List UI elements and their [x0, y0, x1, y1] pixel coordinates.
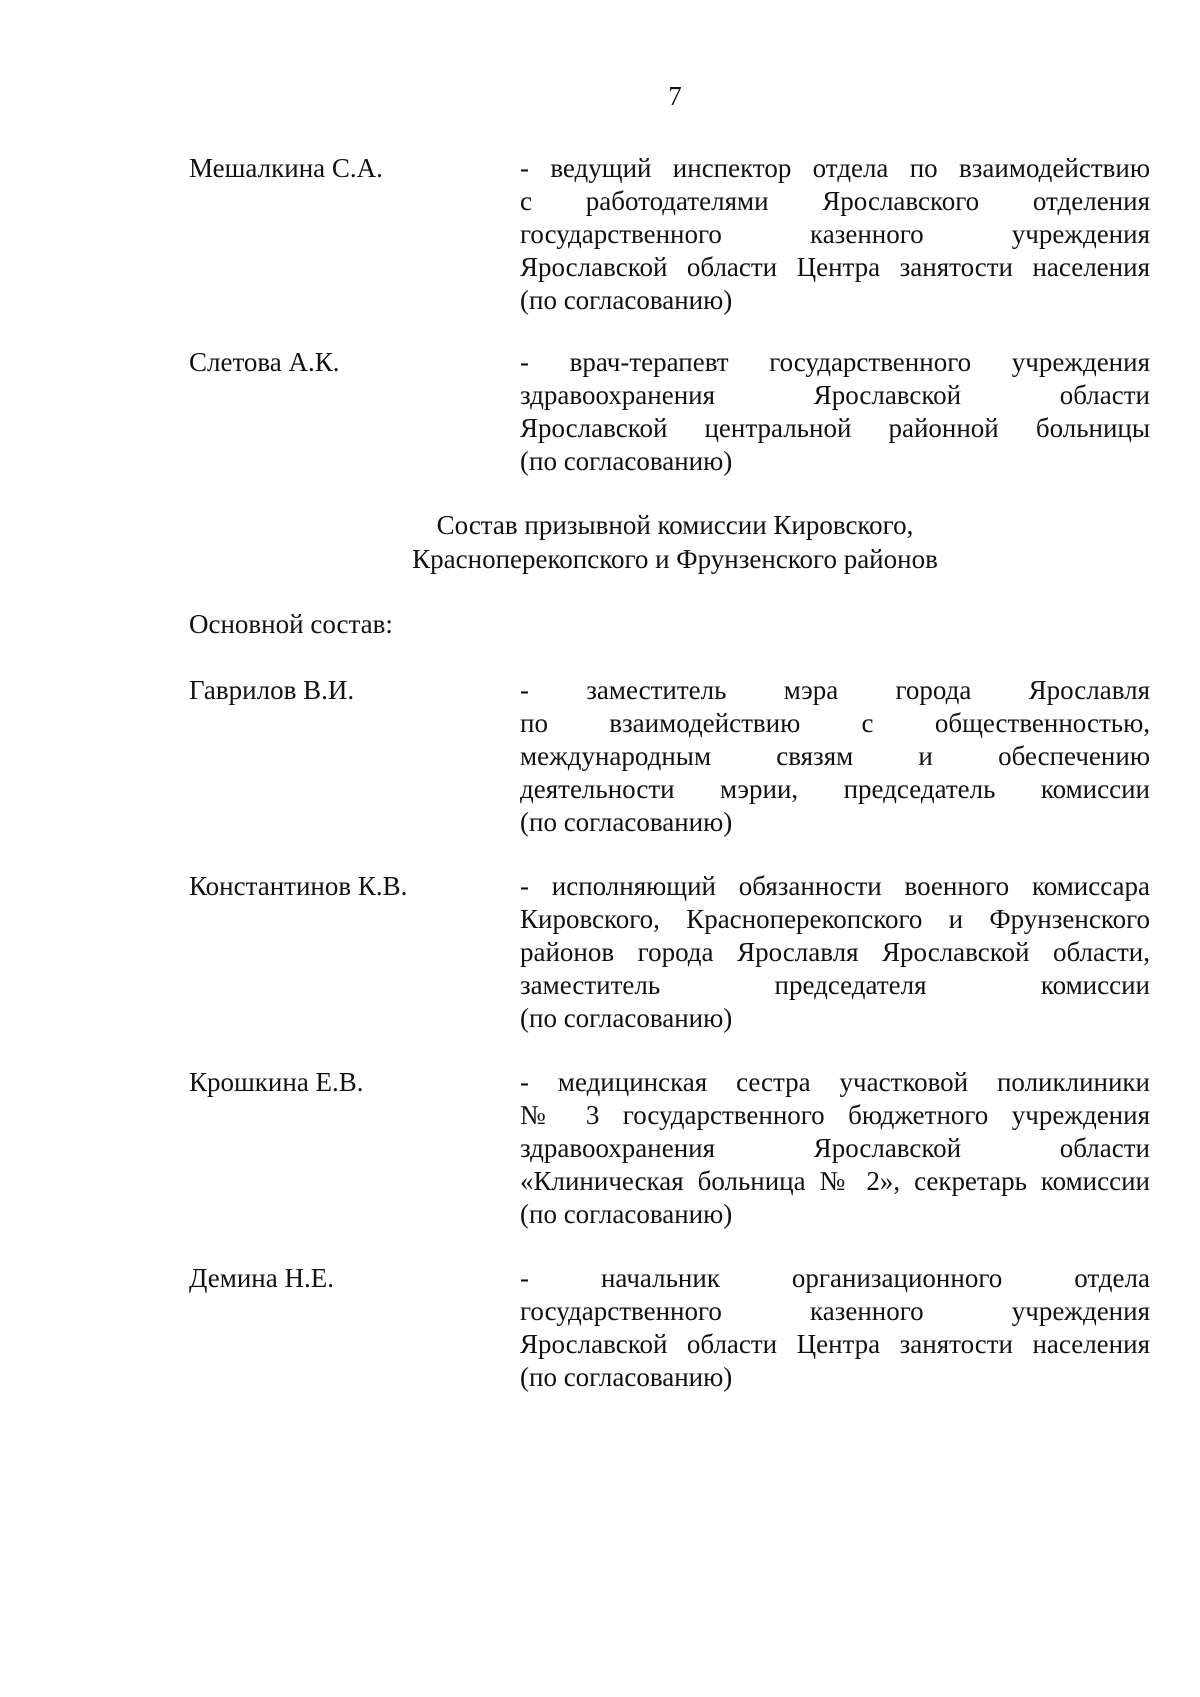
member-description [520, 1066, 1150, 1231]
member-name: Мешалкина С.А. [189, 153, 383, 183]
member-description [520, 674, 1150, 839]
heading-line: Состав призывной комиссии Кировского, [436, 510, 914, 540]
description-line: деятельности мэрии, председатель комиссии [520, 774, 1150, 804]
description-line: здравоохранения Ярославской области [520, 1133, 1150, 1163]
description-line: государственного казенного учреждения [520, 1296, 1150, 1326]
member-name: Слетова А.К. [189, 347, 340, 377]
description-line: по взаимодействию с общественностью, [520, 708, 1150, 738]
description-line: - заместитель мэра города Ярославля [520, 675, 1150, 705]
description-line: - врач-терапевт государственного учреждения [520, 347, 1150, 377]
member-name: Демина Н.Е. [189, 1263, 334, 1293]
description-line: государственного казенного учреждения [520, 219, 1150, 249]
description-line: (по согласованию) [520, 1199, 733, 1229]
description-line: «Клиническая больница № 2», секретарь комиссии [520, 1166, 1150, 1196]
description-line: районов города Ярославля Ярославской области, [520, 937, 1150, 967]
description-line: - начальник организационного отдела [520, 1263, 1150, 1293]
heading-line: Красноперекопского и Фрунзенского районов [412, 544, 938, 574]
description-line: - медицинская сестра участковой поликлиники [520, 1067, 1150, 1097]
member-name: Крошкина Е.В. [189, 1067, 364, 1097]
description-line: Ярославской области Центра занятости населения [520, 252, 1150, 282]
description-line: (по согласованию) [520, 285, 733, 315]
page-number: 7 [668, 81, 682, 111]
description-line: (по согласованию) [520, 1003, 733, 1033]
member-description [520, 870, 1150, 1035]
description-line: Ярославской центральной районной больницы [520, 413, 1150, 443]
description-line: Ярославской области Центра занятости населения [520, 1329, 1150, 1359]
description-line: (по согласованию) [520, 446, 733, 476]
member-description [520, 1262, 1150, 1394]
member-name: Гаврилов В.И. [189, 675, 355, 705]
description-line: Кировского, Красноперекопского и Фрунзенского [520, 904, 1150, 934]
description-line: № 3 государственного бюджетного учреждения [520, 1100, 1150, 1130]
description-line: (по согласованию) [520, 1362, 733, 1392]
description-line: (по согласованию) [520, 807, 733, 837]
member-description [520, 346, 1150, 478]
section-label: Основной состав: [189, 609, 393, 639]
description-line: с работодателями Ярославского отделения [520, 186, 1150, 216]
description-line: международным связям и обеспечению [520, 741, 1150, 771]
member-description [520, 152, 1150, 317]
description-line: - ведущий инспектор отдела по взаимодействию [520, 153, 1150, 183]
description-line: заместитель председателя комиссии [520, 970, 1150, 1000]
section-heading [0, 508, 1200, 576]
member-name: Константинов К.В. [189, 871, 408, 901]
description-line: здравоохранения Ярославской области [520, 380, 1150, 410]
description-line: - исполняющий обязанности военного комиссара [520, 871, 1150, 901]
